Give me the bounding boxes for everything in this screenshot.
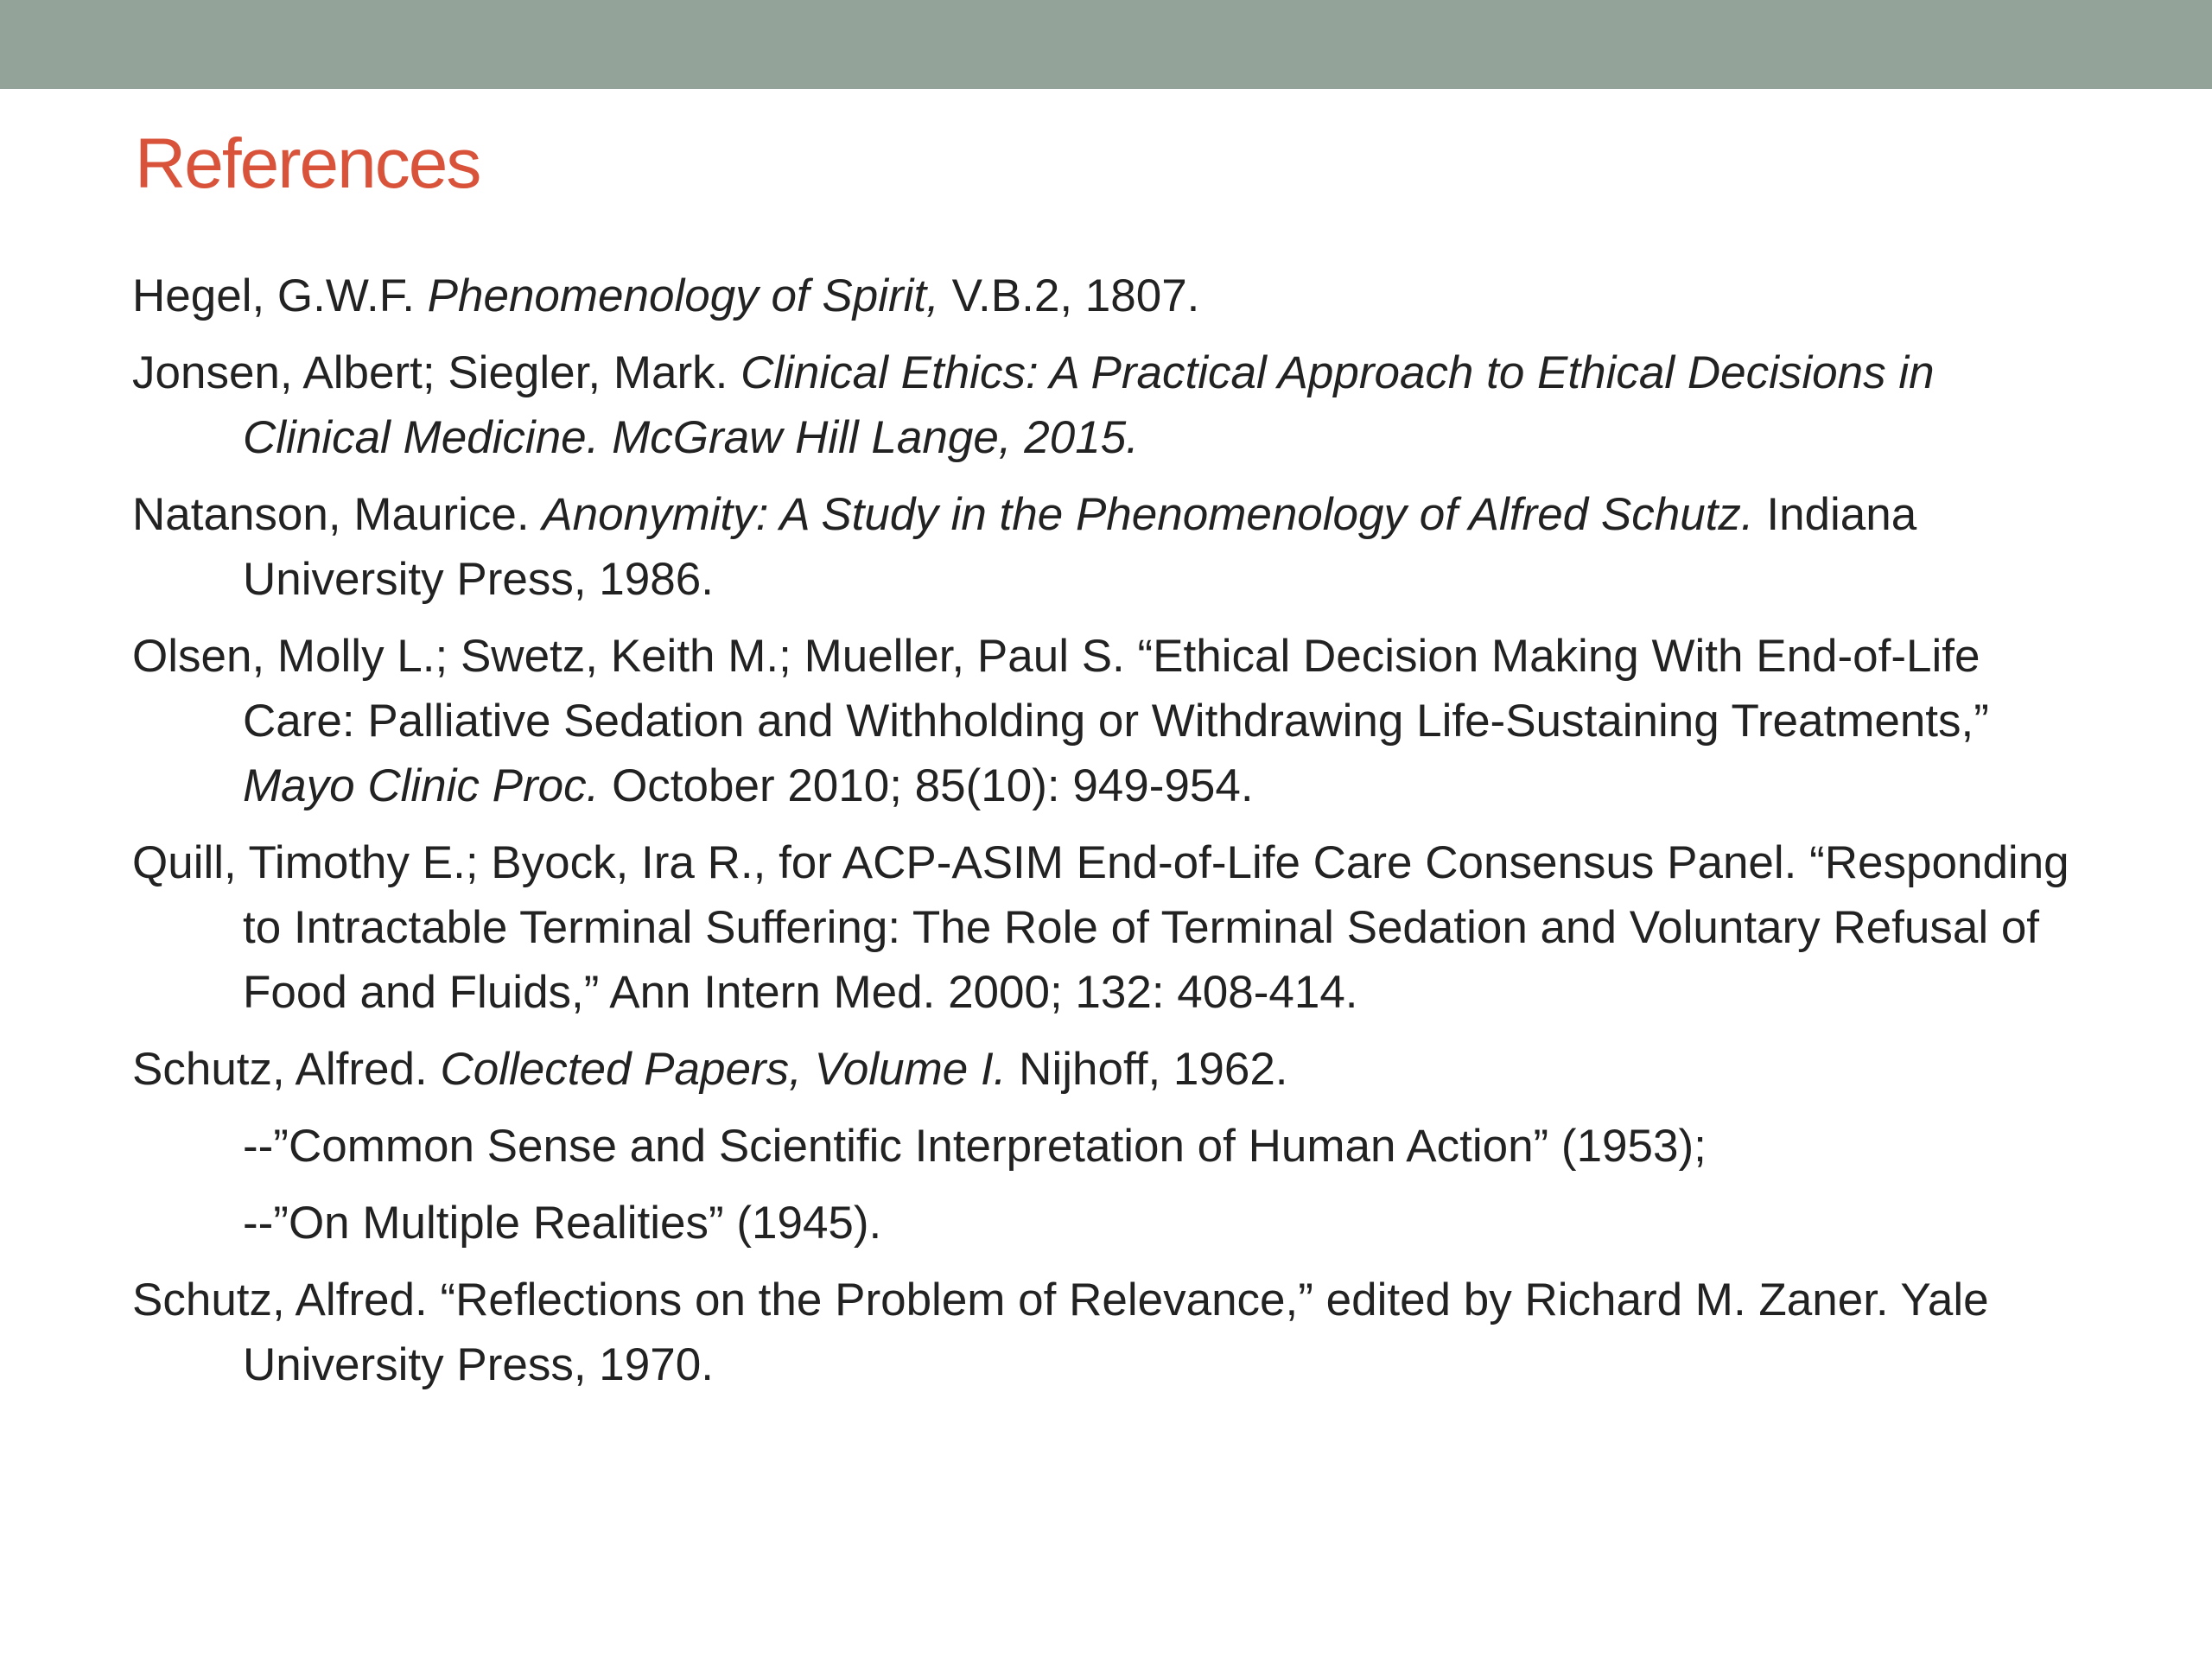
reference-schutz-relevance (132, 1268, 2076, 1397)
reference-text: --”On Multiple Realities” (1945). (243, 1198, 882, 1249)
reference-text: Quill, Timothy E.; Byock, Ira R., for ACP-ASIM End-of-Life Care Consensus Panel. “Responding to Intractable Terminal Suffering: The Role of Terminal Sedation and Voluntary Refusal of Food and Fluids,” Ann Intern Med. 2000; 132: 408-414. (132, 837, 2069, 1018)
reference-title-italic: Phenomenology of Spirit, (427, 270, 939, 321)
reference-text: Olsen, Molly L.; Swetz, Keith M.; Mueller, Paul S. “Ethical Decision Making With End-of-Life Care: Palliative Sedation and Withholding or Withdrawing Life-Sustaining Treatments,” (132, 631, 1989, 747)
reference-text: October 2010; 85(10): 949-954. (599, 760, 1254, 811)
reference-text: --”Common Sense and Scientific Interpretation of Human Action” (1953); (243, 1121, 1707, 1172)
header-bar (0, 0, 2212, 89)
reference-text: Jonsen, Albert; Siegler, Mark. (132, 347, 741, 398)
reference-list (132, 264, 2076, 1409)
reference-text: Hegel, G.W.F. (132, 270, 428, 321)
reference-hegel (132, 264, 2076, 328)
reference-text: Schutz, Alfred. (132, 1044, 441, 1095)
reference-title-italic: Anonymity: A Study in the Phenomenology of Alfred Schutz. (542, 489, 1754, 540)
reference-text: Indiana University Press, 1986. (243, 489, 1917, 605)
reference-olsen (132, 624, 2076, 818)
reference-schutz-collected-papers (132, 1037, 2076, 1102)
reference-quill (132, 830, 2076, 1025)
reference-natanson (132, 482, 2076, 612)
reference-text: Nijhoff, 1962. (1006, 1044, 1288, 1095)
reference-text: V.B.2, 1807. (938, 270, 1200, 321)
reference-jonsen (132, 340, 2076, 470)
reference-schutz-common-sense (132, 1114, 2076, 1179)
reference-text: Schutz, Alfred. “Reflections on the Problem of Relevance,” edited by Richard M. Zaner. Yale University Press, 1970. (132, 1274, 1989, 1390)
reference-title-italic: Clinical Ethics: A Practical Approach to Ethical Decisions in Clinical Medicine. McGraw Hill Lange, 2015. (243, 347, 1935, 463)
reference-title-italic: Mayo Clinic Proc. (243, 760, 600, 811)
reference-schutz-multiple-realities (132, 1191, 2076, 1255)
reference-title-italic: Collected Papers, Volume I. (440, 1044, 1007, 1095)
slide-title: References (135, 124, 480, 203)
reference-text: Natanson, Maurice. (132, 489, 543, 540)
